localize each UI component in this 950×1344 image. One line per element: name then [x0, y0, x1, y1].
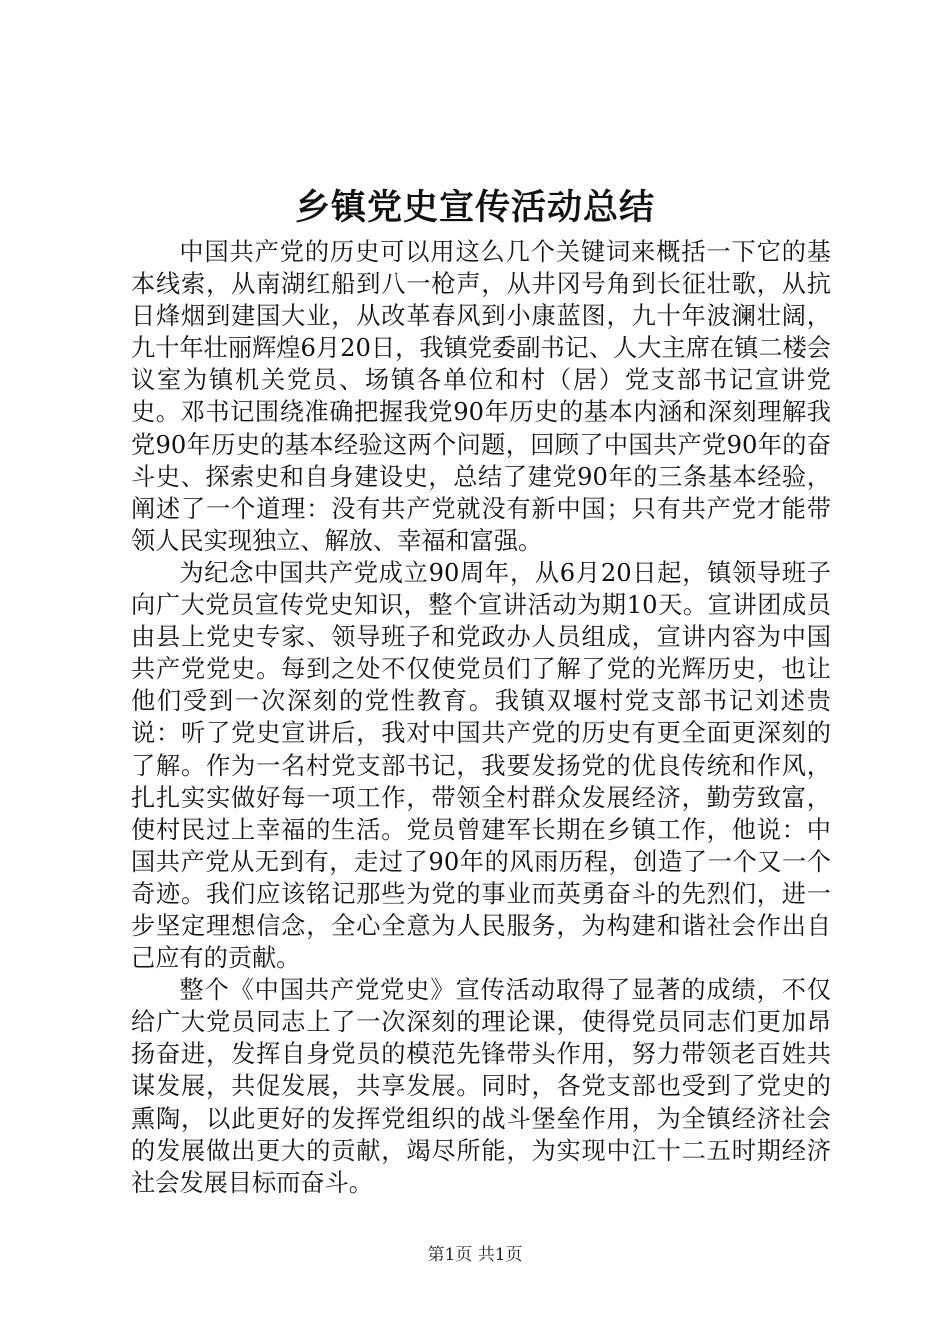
paragraph-2: 为纪念中国共产党成立90周年，从6月20日起，镇领导班子向广大党员宣传党史知识，整个宣讲活动为期10天。宣讲团成员由县上党史专家、领导班子和党政办人员组成，宣讲内容为中国共产党党史。每到之处不仅使党员们了解了党的光辉历史，也让他们受到一次深刻的党性教育。我镇双堰村党支部书记刘述贵说：听了党史宣讲后，我对中国共产党的历史有更全面更深刻的了解。作为一名村党支部书记，我要发扬党的优良传统和作风，扎扎实实做好每一项工作，带领全村群众发展经济，勤劳致富，使村民过上幸福的生活。党员曾建军长期在乡镇工作，他说：中国共产党从无到有，走过了90年的风雨历程，创造了一个又一个奇迹。我们应该铭记那些为党的事业而英勇奋斗的先烈们，进一步坚定理想信念，全心全意为人民服务，为构建和谐社会作出自己应有的贡献。 [131, 558, 831, 973]
paragraph-3: 整个《中国共产党党史》宣传活动取得了显著的成绩，不仅给广大党员同志上了一次深刻的理论课，使得党员同志们更加昂扬奋进，发挥自身党员的模范先锋带头作用，努力带领老百姓共谋发展，共促发展，共享发展。同时，各党支部也受到了党史的熏陶，以此更好的发挥党组织的战斗堡垒作用，为全镇经济社会的发展做出更大的贡献，竭尽所能，为实现中江十二五时期经济社会发展目标而奋斗。 [131, 976, 831, 1197]
document-title: 乡镇党史宣传活动总结 [294, 188, 655, 228]
paragraph-1: 中国共产党的历史可以用这么几个关键词来概括一下它的基本线索，从南湖红船到八一枪声，从井冈号角到长征壮歌，从抗日烽烟到建国大业，从改革春风到小康蓝图，九十年波澜壮阔，九十年壮丽辉煌6月20日，我镇党委副书记、人大主席在镇二楼会议室为镇机关党员、场镇各单位和村（居）党支部书记宣讲党史。邓书记围绕准确把握我党90年历史的基本内涵和深刻理解我党90年历史的基本经验这两个问题，回顾了中国共产党90年的奋斗史、探索史和自身建设史，总结了建党90年的三条基本经验，阐述了一个道理：没有共产党就没有新中国；只有共产党才能带领人民实现独立、解放、幸福和富强。 [131, 238, 831, 555]
document-body [131, 236, 831, 1199]
page-footer: 第1页 共1页 [427, 1245, 523, 1265]
